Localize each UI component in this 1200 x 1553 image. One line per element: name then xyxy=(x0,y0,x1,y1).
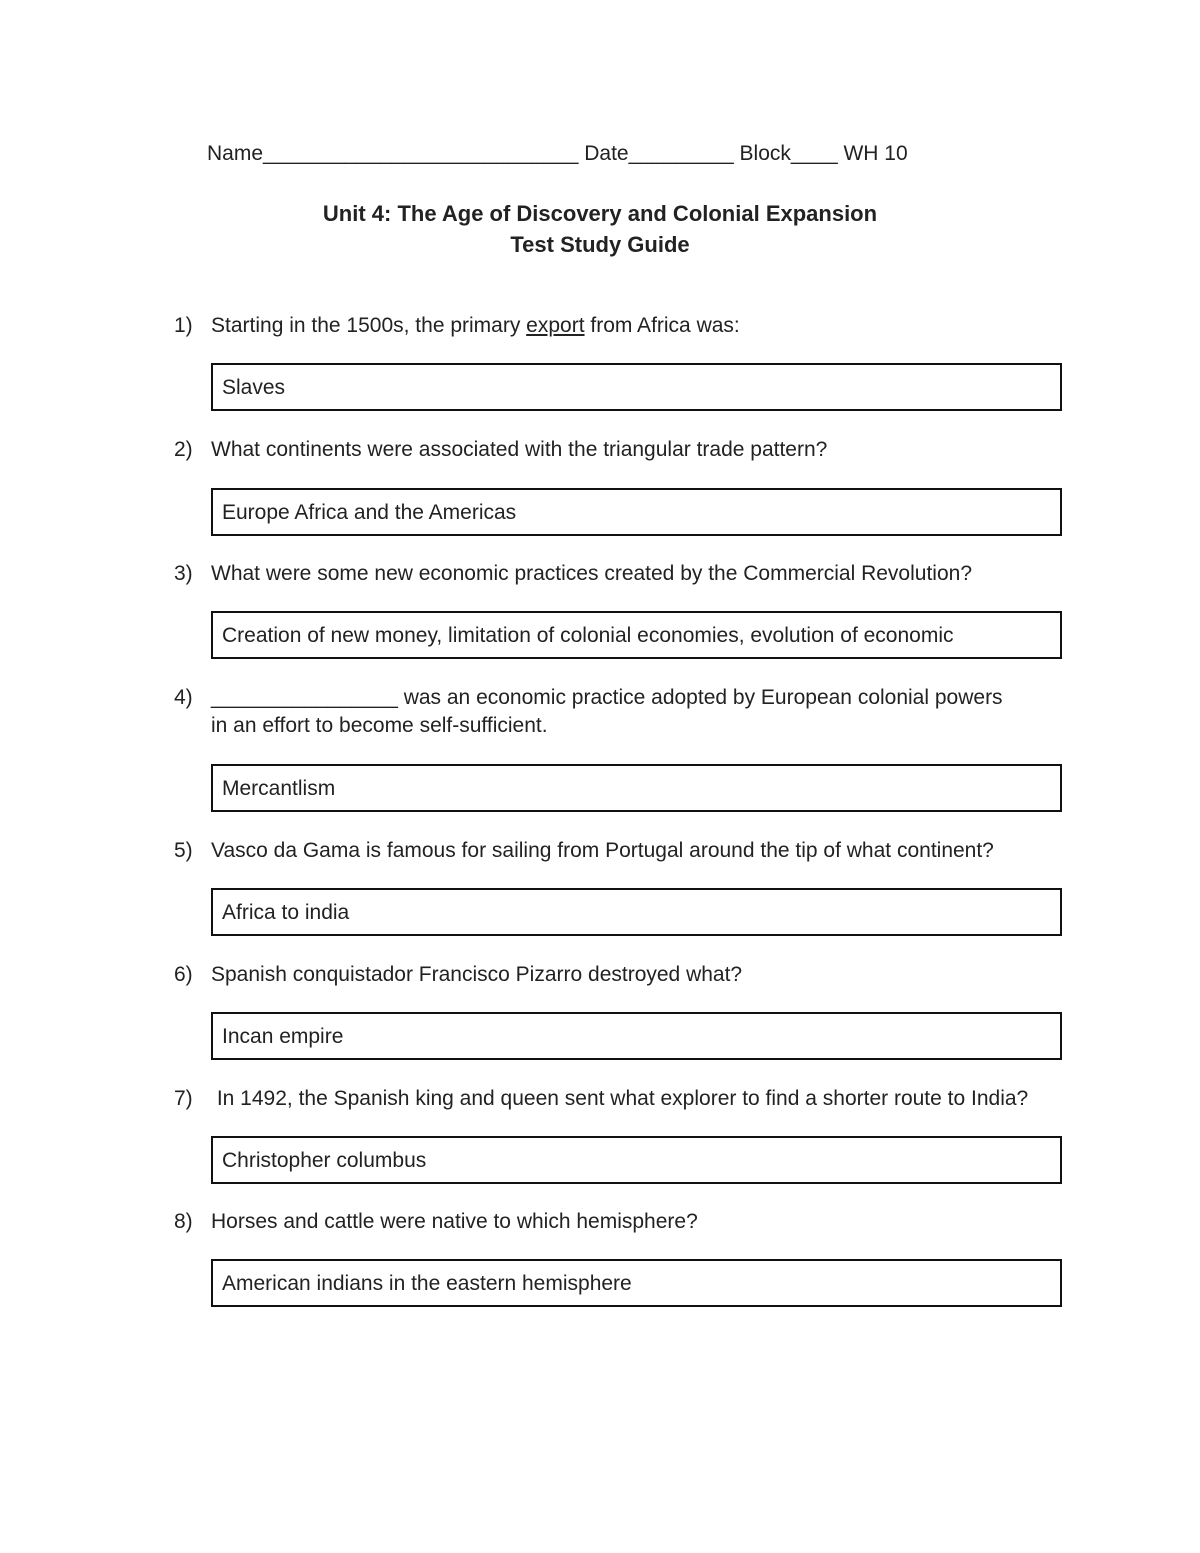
title-line-2: Test Study Guide xyxy=(510,232,690,257)
question-text: Horses and cattle were native to which hemisphere? xyxy=(211,1210,698,1233)
question-text-line: ________________ was an economic practice adopted by European colonial powers xyxy=(211,686,1003,709)
question-number: 7) xyxy=(174,1087,193,1110)
question-text-part: from Africa was: xyxy=(584,314,740,337)
question-text-line: in an effort to become self-sufficient. xyxy=(211,714,548,737)
answer-text: Europe Africa and the Americas xyxy=(222,501,517,524)
date-label: Date xyxy=(584,142,629,165)
answer-box[interactable] xyxy=(211,1012,1062,1060)
block-label: Block xyxy=(739,142,791,165)
question-number: 4) xyxy=(174,686,193,709)
answer-text: Slaves xyxy=(222,376,286,399)
answer-box[interactable] xyxy=(211,611,1062,659)
question-underlined-word: export xyxy=(526,314,585,337)
question-text: What were some new economic practices created by the Commercial Revolution? xyxy=(211,562,972,585)
question-number: 6) xyxy=(174,963,193,986)
question-text: In 1492, the Spanish king and queen sent what explorer to find a shorter route to India? xyxy=(211,1087,1029,1110)
answer-text: American indians in the eastern hemisphere xyxy=(222,1272,632,1295)
course-label: WH 10 xyxy=(843,142,908,165)
block-blank[interactable]: ____ xyxy=(790,142,838,165)
answer-box[interactable] xyxy=(211,363,1062,411)
answer-box[interactable] xyxy=(211,1259,1062,1307)
name-blank[interactable]: ___________________________ xyxy=(263,142,579,165)
title-line-1: Unit 4: The Age of Discovery and Colonial Expansion xyxy=(322,201,878,226)
question-number: 8) xyxy=(174,1210,193,1233)
header-line xyxy=(207,142,908,166)
question-number: 5) xyxy=(174,839,193,862)
answer-box[interactable] xyxy=(211,488,1062,536)
answer-text: Christopher columbus xyxy=(222,1149,427,1172)
answer-text: Africa to india xyxy=(222,901,350,924)
answer-text: Incan empire xyxy=(222,1025,344,1048)
question-text: Vasco da Gama is famous for sailing from Portugal around the tip of what continent? xyxy=(211,839,994,862)
question-number: 3) xyxy=(174,562,193,585)
question-text-part: Starting in the 1500s, the primary xyxy=(211,314,527,337)
question-text: What continents were associated with the triangular trade pattern? xyxy=(211,438,828,461)
name-label: Name xyxy=(207,142,264,165)
question-text xyxy=(211,684,1071,740)
page-title xyxy=(0,198,1200,260)
date-blank[interactable]: _________ xyxy=(628,142,734,165)
answer-box[interactable] xyxy=(211,888,1062,936)
answer-text: Creation of new money, limitation of colonial economies, evolution of economic xyxy=(222,624,954,647)
answer-box[interactable] xyxy=(211,764,1062,812)
question-number: 1) xyxy=(174,314,193,337)
answer-text: Mercantlism xyxy=(222,777,336,800)
question-text xyxy=(211,312,1071,340)
question-number: 2) xyxy=(174,438,193,461)
question-text: Spanish conquistador Francisco Pizarro destroyed what? xyxy=(211,963,743,986)
answer-box[interactable] xyxy=(211,1136,1062,1184)
